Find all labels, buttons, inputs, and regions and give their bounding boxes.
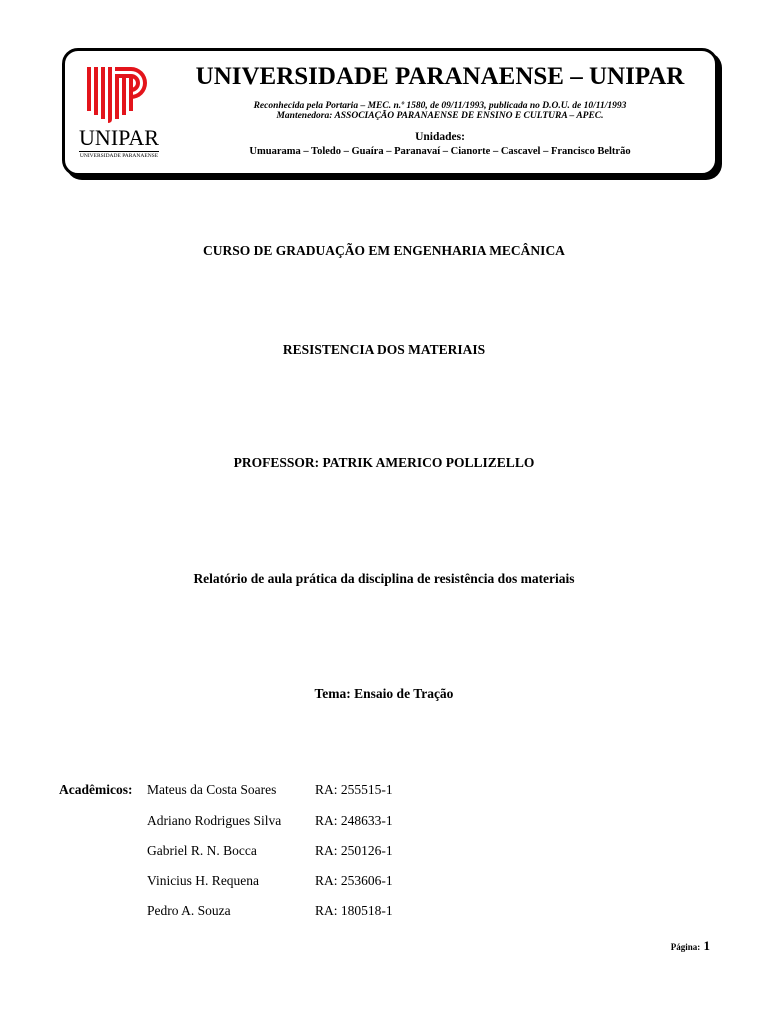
student-ra: RA: 180518-1 <box>315 903 393 918</box>
page-number-value: 1 <box>703 938 710 953</box>
student-name: Gabriel R. N. Bocca <box>147 843 257 858</box>
subject-title: RESISTENCIA DOS MATERIAIS <box>282 342 486 357</box>
university-title: UNIVERSIDADE PARANAENSE – UNIPAR <box>195 63 685 90</box>
maintainer-text: Mantenedora: ASSOCIAÇÃO PARANAENSE DE ENSINO E CULTURA – APEC. <box>276 111 604 121</box>
course-title: CURSO DE GRADUAÇÃO EM ENGENHARIA MECÂNICA <box>203 243 565 258</box>
student-ra: RA: 248633-1 <box>315 813 393 828</box>
student-ra: RA: 255515-1 <box>315 782 393 797</box>
professor-name: PROFESSOR: PATRIK AMERICO POLLIZELLO <box>233 455 535 470</box>
student-name: Mateus da Costa Soares <box>147 782 277 797</box>
recognition-text: Reconhecida pela Portaria – MEC. n.º 1580, de 09/11/1993, publicada no D.O.U. de 10/11/1993 <box>253 101 627 111</box>
logo-wordmark: UNIPAR <box>79 125 159 150</box>
page-label: Página: <box>670 942 701 952</box>
units-list: Umuarama – Toledo – Guaíra – Paranavaí – Cianorte – Cascavel – Francisco Beltrão <box>249 146 631 157</box>
units-label: Unidades: <box>415 131 465 143</box>
unipar-logo <box>79 63 159 163</box>
header-box <box>62 48 718 176</box>
logo-subtext: UNIVERSIDADE PARANAENSE <box>79 153 159 159</box>
student-ra: RA: 253606-1 <box>315 873 393 888</box>
report-title: Relatório de aula prática da disciplina de resistência dos materiais <box>193 571 575 586</box>
student-name: Pedro A. Souza <box>147 903 231 918</box>
academics-label: Acadêmicos: <box>59 782 133 797</box>
page-number <box>671 938 710 955</box>
student-name: Vinicius H. Requena <box>147 873 260 888</box>
student-ra: RA: 250126-1 <box>315 843 393 858</box>
theme-title: Tema: Ensaio de Tração <box>314 686 454 701</box>
unipar-logo-icon <box>79 63 159 125</box>
student-name: Adriano Rodrigues Silva <box>147 813 282 828</box>
